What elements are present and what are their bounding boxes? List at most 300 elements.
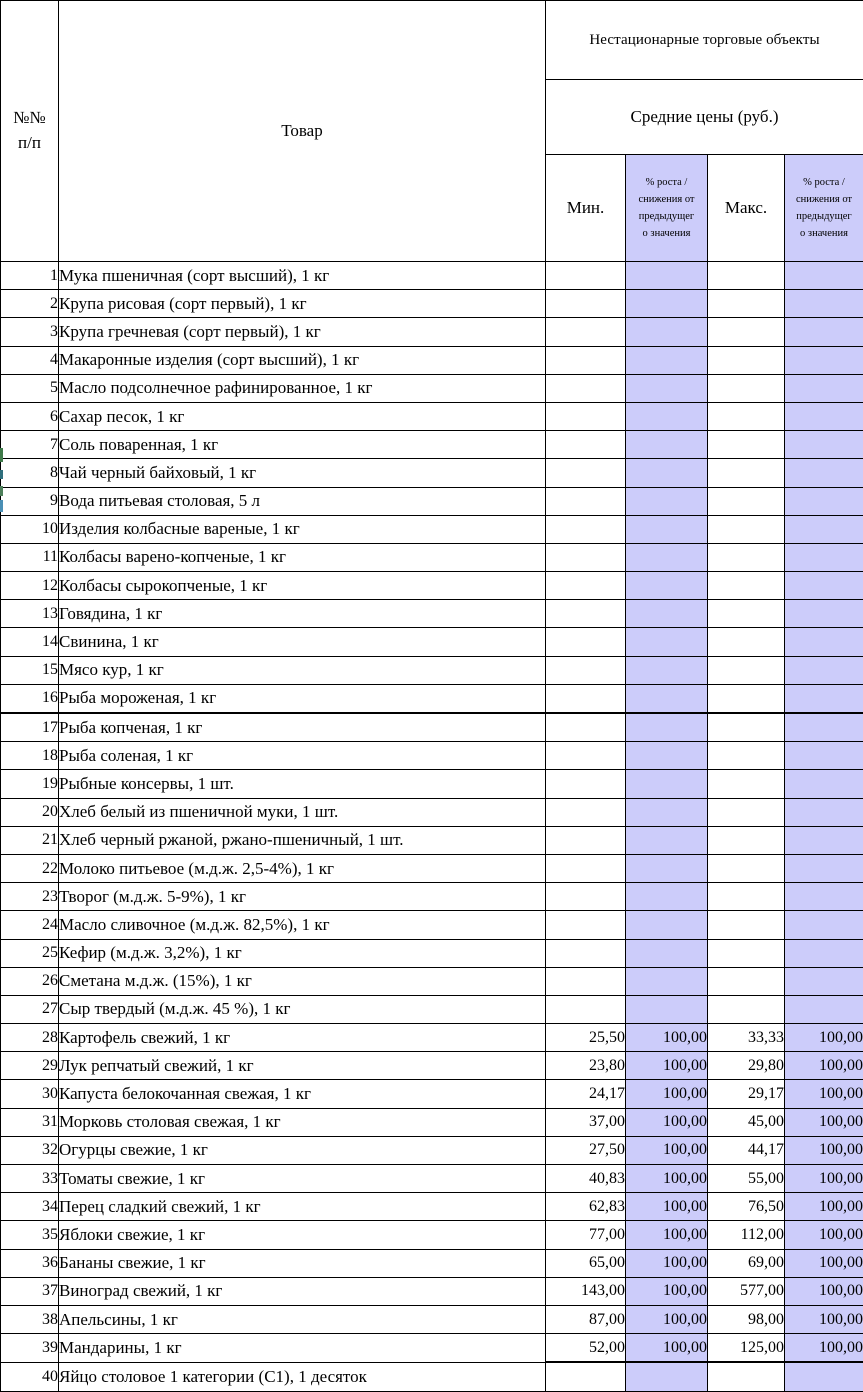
table-row[interactable] [1,1334,863,1363]
header-goods: Товар [59,1,546,262]
cell-pct-change-min[interactable]: 100,00 [626,1334,708,1363]
cell-price-max[interactable] [708,402,785,430]
cell-price-min[interactable]: 24,17 [546,1080,626,1108]
cell-price-min[interactable] [546,346,626,374]
cell-pct-change-max[interactable] [785,318,863,346]
header-pct-line-2: снижения от [638,194,694,205]
cell-goods-name[interactable]: Крупа гречневая (сорт первый), 1 кг [59,318,546,346]
cell-row-number[interactable]: 1 [1,262,59,290]
cell-price-min[interactable] [546,911,626,939]
cell-pct-change-max[interactable] [785,262,863,290]
cell-price-max[interactable] [708,770,785,798]
cell-pct-change-max[interactable]: 100,00 [785,1165,863,1193]
cell-row-number[interactable]: 5 [1,374,59,402]
cell-row-number[interactable]: 35 [1,1221,59,1249]
table-row[interactable] [1,374,863,402]
cell-row-number[interactable]: 10 [1,515,59,543]
cell-price-max[interactable] [708,459,785,487]
cell-pct-change-min[interactable]: 100,00 [626,1052,708,1080]
cell-goods-name[interactable]: Крупа рисовая (сорт первый), 1 кг [59,290,546,318]
cell-row-number[interactable]: 15 [1,656,59,684]
table-row[interactable] [1,826,863,854]
cell-pct-change-max[interactable] [785,798,863,826]
cell-pct-change-max[interactable] [785,742,863,770]
cell-pct-change-min[interactable] [626,431,708,459]
cell-goods-name[interactable]: Мука пшеничная (сорт высший), 1 кг [59,262,546,290]
cell-price-min[interactable] [546,262,626,290]
cell-price-max[interactable] [708,798,785,826]
cell-goods-name[interactable]: Апельсины, 1 кг [59,1305,546,1333]
cell-pct-change-min[interactable]: 100,00 [626,1193,708,1221]
cell-goods-name[interactable]: Томаты свежие, 1 кг [59,1165,546,1193]
header-min: Мин. [546,155,626,262]
table-row[interactable] [1,770,863,798]
cell-goods-name[interactable]: Рыба мороженая, 1 кг [59,684,546,713]
cell-row-number[interactable]: 39 [1,1334,59,1363]
cell-price-max[interactable]: 112,00 [708,1221,785,1249]
table-row[interactable] [1,1362,863,1391]
table-row[interactable] [1,967,863,995]
table-row[interactable] [1,1305,863,1333]
cell-price-min[interactable] [546,515,626,543]
cell-pct-change-min[interactable] [626,1362,708,1391]
cell-row-number[interactable]: 17 [1,713,59,742]
cell-goods-name[interactable]: Масло сливочное (м.д.ж. 82,5%), 1 кг [59,911,546,939]
cell-price-min[interactable] [546,883,626,911]
cell-row-number[interactable]: 40 [1,1362,59,1391]
cell-pct-change-max[interactable]: 100,00 [785,1108,863,1136]
cell-pct-change-min[interactable] [626,770,708,798]
cell-price-max[interactable] [708,346,785,374]
cell-price-max[interactable] [708,600,785,628]
cell-goods-name[interactable]: Рыбные консервы, 1 шт. [59,770,546,798]
cell-price-max[interactable]: 69,00 [708,1249,785,1277]
cell-row-number[interactable]: 6 [1,402,59,430]
cell-pct-change-min[interactable] [626,854,708,882]
cell-pct-change-min[interactable] [626,572,708,600]
cell-price-min[interactable]: 23,80 [546,1052,626,1080]
table-row[interactable] [1,543,863,571]
cell-goods-name[interactable]: Капуста белокочанная свежая, 1 кг [59,1080,546,1108]
table-row[interactable] [1,1024,863,1052]
cell-price-min[interactable]: 87,00 [546,1305,626,1333]
cell-price-min[interactable] [546,600,626,628]
table-row[interactable] [1,628,863,656]
table-row[interactable] [1,402,863,430]
cell-price-min[interactable] [546,318,626,346]
cell-price-max[interactable]: 577,00 [708,1277,785,1305]
header-pct-change-max [785,155,863,262]
cell-goods-name[interactable]: Яблоки свежие, 1 кг [59,1221,546,1249]
cell-price-min[interactable] [546,374,626,402]
cell-row-number[interactable]: 11 [1,543,59,571]
cell-goods-name[interactable]: Свинина, 1 кг [59,628,546,656]
cell-pct-change-max[interactable] [785,854,863,882]
cell-pct-change-min[interactable] [626,600,708,628]
cell-pct-change-min[interactable] [626,290,708,318]
cell-price-min[interactable]: 37,00 [546,1108,626,1136]
table-row[interactable] [1,1221,863,1249]
cell-pct-change-max[interactable]: 100,00 [785,1052,863,1080]
cell-price-min[interactable] [546,290,626,318]
cell-row-number[interactable]: 12 [1,572,59,600]
cell-row-number[interactable]: 18 [1,742,59,770]
header-pct-line-1: % роста / [646,177,688,188]
cell-price-max[interactable]: 29,17 [708,1080,785,1108]
cell-pct-change-min[interactable] [626,515,708,543]
cell-goods-name[interactable]: Чай черный байховый, 1 кг [59,459,546,487]
cell-goods-name[interactable]: Вода питьевая столовая, 5 л [59,487,546,515]
table-row[interactable] [1,572,863,600]
cell-row-number[interactable]: 33 [1,1165,59,1193]
cell-row-number[interactable]: 21 [1,826,59,854]
cell-price-max[interactable]: 29,80 [708,1052,785,1080]
cell-price-max[interactable]: 98,00 [708,1305,785,1333]
table-row[interactable] [1,346,863,374]
cell-pct-change-min[interactable]: 100,00 [626,1221,708,1249]
cell-price-max[interactable] [708,995,785,1023]
cell-row-number[interactable]: 22 [1,854,59,882]
cell-pct-change-min[interactable] [626,684,708,713]
cell-pct-change-max[interactable]: 100,00 [785,1080,863,1108]
cell-price-min[interactable] [546,459,626,487]
cell-price-min[interactable] [546,939,626,967]
cell-pct-change-min[interactable] [626,883,708,911]
cell-price-min[interactable]: 77,00 [546,1221,626,1249]
cell-goods-name[interactable]: Кефир (м.д.ж. 3,2%), 1 кг [59,939,546,967]
table-row[interactable] [1,1193,863,1221]
cell-pct-change-min[interactable]: 100,00 [626,1305,708,1333]
cell-price-max[interactable] [708,290,785,318]
cell-goods-name[interactable]: Виноград свежий, 1 кг [59,1277,546,1305]
cell-row-number[interactable]: 29 [1,1052,59,1080]
header-row-number [1,1,59,262]
cell-pct-change-min[interactable] [626,262,708,290]
cell-pct-change-max[interactable] [785,911,863,939]
cell-row-number[interactable]: 9 [1,487,59,515]
cell-price-max[interactable] [708,656,785,684]
cell-pct-change-max[interactable]: 100,00 [785,1249,863,1277]
cell-pct-change-max[interactable] [785,487,863,515]
cell-row-number[interactable]: 16 [1,684,59,713]
cell-goods-name[interactable]: Мясо кур, 1 кг [59,656,546,684]
cell-row-number[interactable]: 26 [1,967,59,995]
cell-pct-change-max[interactable]: 100,00 [785,1136,863,1164]
cell-pct-change-max[interactable] [785,459,863,487]
cell-goods-name[interactable]: Сыр твердый (м.д.ж. 45 %), 1 кг [59,995,546,1023]
table-row[interactable] [1,1165,863,1193]
table-row[interactable] [1,1080,863,1108]
cell-price-min[interactable]: 52,00 [546,1334,626,1363]
cell-row-number[interactable]: 3 [1,318,59,346]
cell-price-max[interactable] [708,684,785,713]
cell-pct-change-max[interactable] [785,600,863,628]
cell-price-max[interactable] [708,431,785,459]
cell-price-max[interactable] [708,967,785,995]
cell-goods-name[interactable]: Бананы свежие, 1 кг [59,1249,546,1277]
cell-row-number[interactable]: 4 [1,346,59,374]
header-row-group [1,1,863,80]
cell-pct-change-min[interactable] [626,656,708,684]
cell-row-number[interactable]: 31 [1,1108,59,1136]
cell-pct-change-max[interactable]: 100,00 [785,1193,863,1221]
table-row[interactable] [1,713,863,742]
cell-price-max[interactable] [708,374,785,402]
cell-row-number[interactable]: 8 [1,459,59,487]
header-pct-line-4: о значения [643,228,691,239]
cell-price-max[interactable] [708,628,785,656]
cell-row-number[interactable]: 14 [1,628,59,656]
cell-goods-name[interactable]: Огурцы свежие, 1 кг [59,1136,546,1164]
cell-pct-change-min[interactable] [626,543,708,571]
cell-row-number[interactable]: 34 [1,1193,59,1221]
cell-pct-change-max[interactable] [785,374,863,402]
cell-pct-change-min[interactable] [626,374,708,402]
cell-price-min[interactable]: 62,83 [546,1193,626,1221]
cell-goods-name[interactable]: Хлеб белый из пшеничной муки, 1 шт. [59,798,546,826]
cell-pct-change-min[interactable] [626,798,708,826]
table-row[interactable] [1,798,863,826]
cell-price-min[interactable] [546,628,626,656]
cell-pct-change-max[interactable] [785,402,863,430]
table-row[interactable] [1,854,863,882]
table-row[interactable] [1,1136,863,1164]
cell-pct-change-max[interactable] [785,770,863,798]
cell-goods-name[interactable]: Морковь столовая свежая, 1 кг [59,1108,546,1136]
header-group-title: Нестационарные торговые объекты [546,1,863,80]
cell-goods-name[interactable]: Молоко питьевое (м.д.ж. 2,5-4%), 1 кг [59,854,546,882]
header-prices-title: Средние цены (руб.) [546,80,863,155]
table-header [1,1,863,262]
cell-price-max[interactable] [708,911,785,939]
cell-pct-change-min[interactable] [626,487,708,515]
cell-pct-change-max[interactable] [785,939,863,967]
table-row[interactable] [1,995,863,1023]
cell-pct-change-min[interactable] [626,402,708,430]
cell-pct-change-min[interactable] [626,995,708,1023]
cell-pct-change-max[interactable] [785,656,863,684]
table-row[interactable] [1,1052,863,1080]
cell-pct-change-max[interactable] [785,995,863,1023]
table-row[interactable] [1,1108,863,1136]
table-row[interactable] [1,515,863,543]
cell-price-min[interactable] [546,826,626,854]
cell-row-number[interactable]: 28 [1,1024,59,1052]
cell-row-number[interactable]: 19 [1,770,59,798]
cell-pct-change-max[interactable]: 100,00 [785,1305,863,1333]
cell-price-max[interactable] [708,1362,785,1391]
cell-pct-change-max[interactable]: 100,00 [785,1277,863,1305]
cell-price-max[interactable]: 33,33 [708,1024,785,1052]
cell-pct-change-max[interactable] [785,290,863,318]
cell-pct-change-min[interactable]: 100,00 [626,1165,708,1193]
cell-pct-change-min[interactable] [626,967,708,995]
cell-pct-change-min[interactable] [626,318,708,346]
header-max: Макс. [708,155,785,262]
table-row[interactable] [1,459,863,487]
table-row[interactable] [1,1249,863,1277]
cell-price-max[interactable] [708,854,785,882]
cell-price-min[interactable] [546,487,626,515]
table-row[interactable] [1,318,863,346]
cell-pct-change-max[interactable] [785,572,863,600]
cell-pct-change-min[interactable]: 100,00 [626,1277,708,1305]
cell-goods-name[interactable]: Макаронные изделия (сорт высший), 1 кг [59,346,546,374]
cell-goods-name[interactable]: Рыба копченая, 1 кг [59,713,546,742]
cell-price-min[interactable] [546,1362,626,1391]
cell-goods-name[interactable]: Колбасы сырокопченые, 1 кг [59,572,546,600]
cell-row-number[interactable]: 30 [1,1080,59,1108]
cell-price-min[interactable] [546,967,626,995]
cell-goods-name[interactable]: Лук репчатый свежий, 1 кг [59,1052,546,1080]
cell-goods-name[interactable]: Сахар песок, 1 кг [59,402,546,430]
cell-pct-change-max[interactable]: 100,00 [785,1221,863,1249]
cell-price-min[interactable] [546,854,626,882]
header-pct-line-3: предыдущег [639,211,694,222]
cell-pct-change-max[interactable] [785,431,863,459]
cell-price-max[interactable]: 55,00 [708,1165,785,1193]
cell-row-number[interactable]: 24 [1,911,59,939]
cell-goods-name[interactable]: Говядина, 1 кг [59,600,546,628]
table-row[interactable] [1,1277,863,1305]
cell-goods-name[interactable]: Соль поваренная, 1 кг [59,431,546,459]
header-pct2-line-2: снижения от [796,194,852,205]
cell-pct-change-max[interactable] [785,515,863,543]
cell-row-number[interactable]: 23 [1,883,59,911]
cell-row-number[interactable]: 2 [1,290,59,318]
cell-row-number[interactable]: 32 [1,1136,59,1164]
header-row-number-line1: №№ [13,108,45,127]
cell-price-min[interactable] [546,656,626,684]
cell-goods-name[interactable]: Сметана м.д.ж. (15%), 1 кг [59,967,546,995]
cell-pct-change-min[interactable]: 100,00 [626,1024,708,1052]
cell-pct-change-min[interactable] [626,911,708,939]
cell-pct-change-min[interactable] [626,713,708,742]
cell-pct-change-max[interactable] [785,713,863,742]
header-row-number-line2: п/п [18,133,41,152]
cell-price-max[interactable] [708,883,785,911]
cell-goods-name[interactable]: Хлеб черный ржаной, ржано-пшеничный, 1 шт. [59,826,546,854]
cell-price-max[interactable]: 76,50 [708,1193,785,1221]
cell-price-max[interactable] [708,318,785,346]
cell-price-min[interactable]: 65,00 [546,1249,626,1277]
cell-price-max[interactable] [708,939,785,967]
cell-price-max[interactable]: 125,00 [708,1334,785,1363]
cell-pct-change-max[interactable] [785,1362,863,1391]
cell-price-min[interactable] [546,798,626,826]
cell-pct-change-max[interactable]: 100,00 [785,1334,863,1363]
cell-price-max[interactable] [708,742,785,770]
cell-price-max[interactable] [708,713,785,742]
cell-price-min[interactable] [546,431,626,459]
cell-pct-change-min[interactable] [626,742,708,770]
cell-goods-name[interactable]: Творог (м.д.ж. 5-9%), 1 кг [59,883,546,911]
cell-price-min[interactable] [546,402,626,430]
cell-pct-change-min[interactable]: 100,00 [626,1249,708,1277]
cell-pct-change-min[interactable]: 100,00 [626,1080,708,1108]
cell-price-min[interactable]: 25,50 [546,1024,626,1052]
cell-pct-change-max[interactable] [785,967,863,995]
cell-row-number[interactable]: 38 [1,1305,59,1333]
table-row[interactable] [1,939,863,967]
table-row[interactable] [1,600,863,628]
cell-price-max[interactable]: 45,00 [708,1108,785,1136]
table-row[interactable] [1,742,863,770]
cell-row-number[interactable]: 37 [1,1277,59,1305]
cell-pct-change-max[interactable] [785,628,863,656]
cell-goods-name[interactable]: Картофель свежий, 1 кг [59,1024,546,1052]
cell-row-number[interactable]: 27 [1,995,59,1023]
cell-pct-change-max[interactable] [785,684,863,713]
cell-goods-name[interactable]: Изделия колбасные вареные, 1 кг [59,515,546,543]
cell-goods-name[interactable]: Перец сладкий свежий, 1 кг [59,1193,546,1221]
cell-price-max[interactable] [708,262,785,290]
table-row[interactable] [1,262,863,290]
cell-price-min[interactable]: 143,00 [546,1277,626,1305]
cell-price-min[interactable] [546,770,626,798]
cell-goods-name[interactable]: Масло подсолнечное рафинированное, 1 кг [59,374,546,402]
cell-pct-change-min[interactable] [626,346,708,374]
table-row[interactable] [1,684,863,713]
cell-goods-name[interactable]: Колбасы варено-копченые, 1 кг [59,543,546,571]
cell-pct-change-min[interactable]: 100,00 [626,1136,708,1164]
cell-price-min[interactable]: 27,50 [546,1136,626,1164]
table-row[interactable] [1,431,863,459]
cell-price-max[interactable] [708,543,785,571]
table-body [1,262,863,1392]
cell-goods-name[interactable]: Яйцо столовое 1 категории (С1), 1 десяток [59,1362,546,1391]
table-row[interactable] [1,883,863,911]
table-row[interactable] [1,656,863,684]
cell-price-max[interactable] [708,515,785,543]
cell-price-min[interactable] [546,684,626,713]
cell-pct-change-min[interactable] [626,628,708,656]
header-pct-change-min [626,155,708,262]
cell-price-min[interactable] [546,742,626,770]
cell-pct-change-min[interactable] [626,939,708,967]
cell-pct-change-max[interactable] [785,346,863,374]
cell-price-max[interactable] [708,487,785,515]
cell-pct-change-max[interactable] [785,543,863,571]
table-row[interactable] [1,290,863,318]
cell-price-min[interactable] [546,543,626,571]
cell-row-number[interactable]: 13 [1,600,59,628]
cell-pct-change-max[interactable] [785,883,863,911]
cell-price-max[interactable] [708,572,785,600]
header-pct2-line-3: предыдущег [796,211,851,222]
cell-pct-change-min[interactable] [626,826,708,854]
cell-pct-change-max[interactable] [785,826,863,854]
table-row[interactable] [1,487,863,515]
cell-row-number[interactable]: 7 [1,431,59,459]
cell-goods-name[interactable]: Рыба соленая, 1 кг [59,742,546,770]
cell-price-max[interactable] [708,826,785,854]
header-pct2-line-1: % роста / [803,177,845,188]
cell-price-max[interactable]: 44,17 [708,1136,785,1164]
cell-price-min[interactable]: 40,83 [546,1165,626,1193]
cell-price-min[interactable] [546,995,626,1023]
table-row[interactable] [1,911,863,939]
cell-row-number[interactable]: 25 [1,939,59,967]
cell-price-min[interactable] [546,713,626,742]
cell-pct-change-max[interactable]: 100,00 [785,1024,863,1052]
cell-row-number[interactable]: 36 [1,1249,59,1277]
cell-pct-change-min[interactable] [626,459,708,487]
cell-pct-change-min[interactable]: 100,00 [626,1108,708,1136]
cell-goods-name[interactable]: Мандарины, 1 кг [59,1334,546,1363]
cell-row-number[interactable]: 20 [1,798,59,826]
cell-price-min[interactable] [546,572,626,600]
